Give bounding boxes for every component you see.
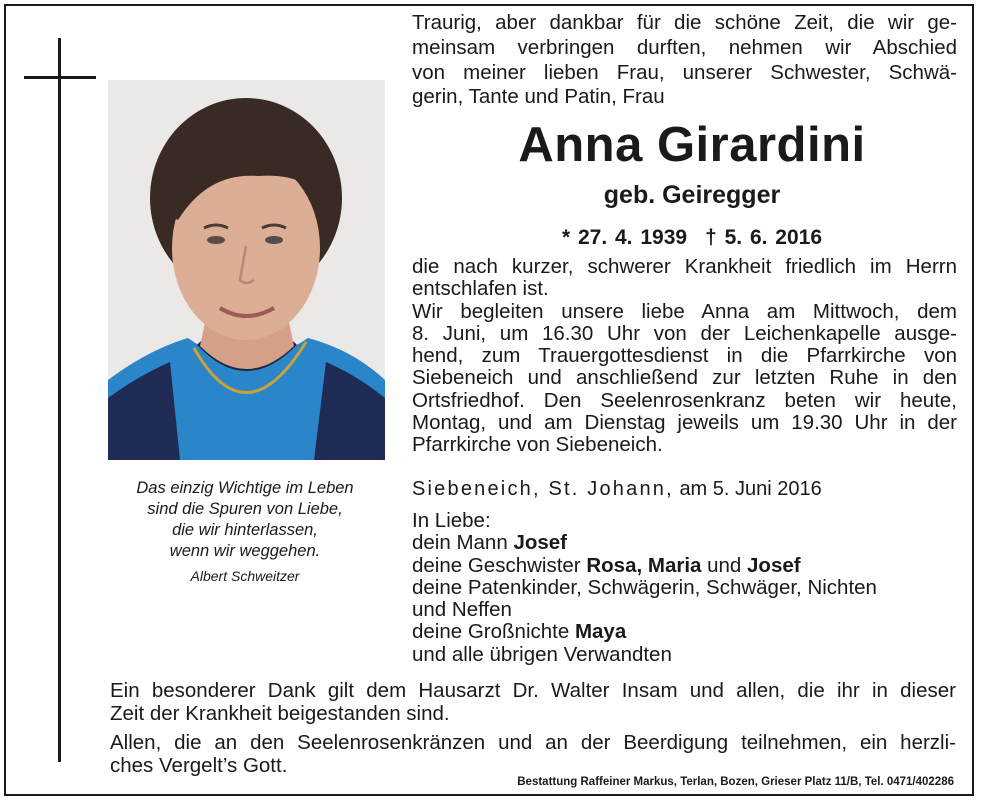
thanks-line: ches Vergelt’s Gott. bbox=[110, 753, 288, 777]
family-relatives: und alle übrigen Verwandten bbox=[412, 642, 672, 666]
intro-line: meinsam verbringen durften, nehmen wir Abschied bbox=[412, 35, 957, 59]
thanks-line: Zeit der Krankheit beigestanden sind. bbox=[110, 701, 450, 725]
deceased-name: Anna Girardini bbox=[518, 118, 866, 172]
cross-icon-horizontal bbox=[24, 76, 96, 79]
announcement-text bbox=[412, 256, 957, 457]
announcement-line: Pfarrkirche von Siebeneich. bbox=[412, 433, 663, 457]
portrait-photo bbox=[108, 80, 385, 460]
intro-line: gerin, Tante und Patin, Frau bbox=[412, 85, 665, 109]
quote-line: sind die Spuren von Liebe, bbox=[147, 500, 343, 518]
quote-author: Albert Schweitzer bbox=[190, 568, 300, 584]
family-godchildren: deine Patenkinder, Schwägerin, Schwäger, Nichten bbox=[412, 575, 877, 599]
thanks-line: Allen, die an den Seelenrosenkränzen und an der Beerdigung teilnehmen, ein herzli- bbox=[110, 731, 956, 754]
place-name: Siebeneich, St. Johann, bbox=[412, 478, 674, 500]
announcement-line: Siebeneich und anschließend zur letzten Ruhe in den bbox=[412, 366, 957, 390]
quote-block bbox=[104, 478, 386, 587]
quote-line: die wir hinterlassen, bbox=[172, 521, 318, 539]
announcement-line: Wir begleiten unsere liebe Anna am Mittwoch, dem bbox=[412, 299, 957, 323]
thanks-line: Ein besonderer Dank gilt dem Hausarzt Dr. Walter Insam und allen, die ihr in dieser bbox=[110, 679, 956, 702]
family-list bbox=[412, 510, 957, 666]
place-date bbox=[412, 476, 822, 502]
announcement-line: entschlafen ist. bbox=[412, 277, 549, 301]
death-date: † 5. 6. 2016 bbox=[705, 226, 823, 249]
announcement-line: 8. Juni, um 16.30 Uhr von der Leichenkapelle ausge- bbox=[412, 321, 957, 345]
intro-line: von meiner lieben Frau, unserer Schwester, Schwä- bbox=[412, 60, 957, 84]
family-heading: In Liebe: bbox=[412, 509, 491, 532]
life-dates bbox=[412, 224, 972, 252]
intro-text bbox=[412, 11, 957, 110]
announcement-line: Montag, und am Dienstag jeweils um 19.30 Uhr in der bbox=[412, 411, 957, 435]
family-grandniece: deine Großnichte Maya bbox=[412, 620, 627, 644]
family-husband: dein Mann Josef bbox=[412, 531, 567, 555]
quote-line: Das einzig Wichtige im Leben bbox=[136, 479, 354, 497]
family-godchildren-cont: und Neffen bbox=[412, 598, 512, 622]
undertaker-credit: Bestattung Raffeiner Markus, Terlan, Bozen, Grieser Platz 11/B, Tel. 0471/402286 bbox=[517, 776, 954, 788]
quote-line: wenn wir weggehen. bbox=[169, 542, 321, 560]
cross-icon-vertical bbox=[58, 38, 61, 762]
notice-date: am 5. Juni 2016 bbox=[679, 478, 822, 500]
announcement-line: Ortsfriedhof. Den Seelenrosenkranz beten wir heute, bbox=[412, 388, 957, 412]
birth-date: * 27. 4. 1939 bbox=[561, 226, 688, 249]
announcement-line: die nach kurzer, schwerer Krankheit friedlich im Herrn bbox=[412, 255, 957, 278]
thanks-text bbox=[110, 680, 956, 777]
maiden-name: geb. Geiregger bbox=[603, 181, 781, 209]
intro-line: Traurig, aber dankbar für die schöne Zeit, die wir ge- bbox=[412, 11, 957, 34]
family-siblings: deine Geschwister Rosa, Maria und Josef bbox=[412, 553, 801, 577]
announcement-line: hend, zum Trauergottesdienst in die Pfarrkirche von bbox=[412, 344, 957, 368]
